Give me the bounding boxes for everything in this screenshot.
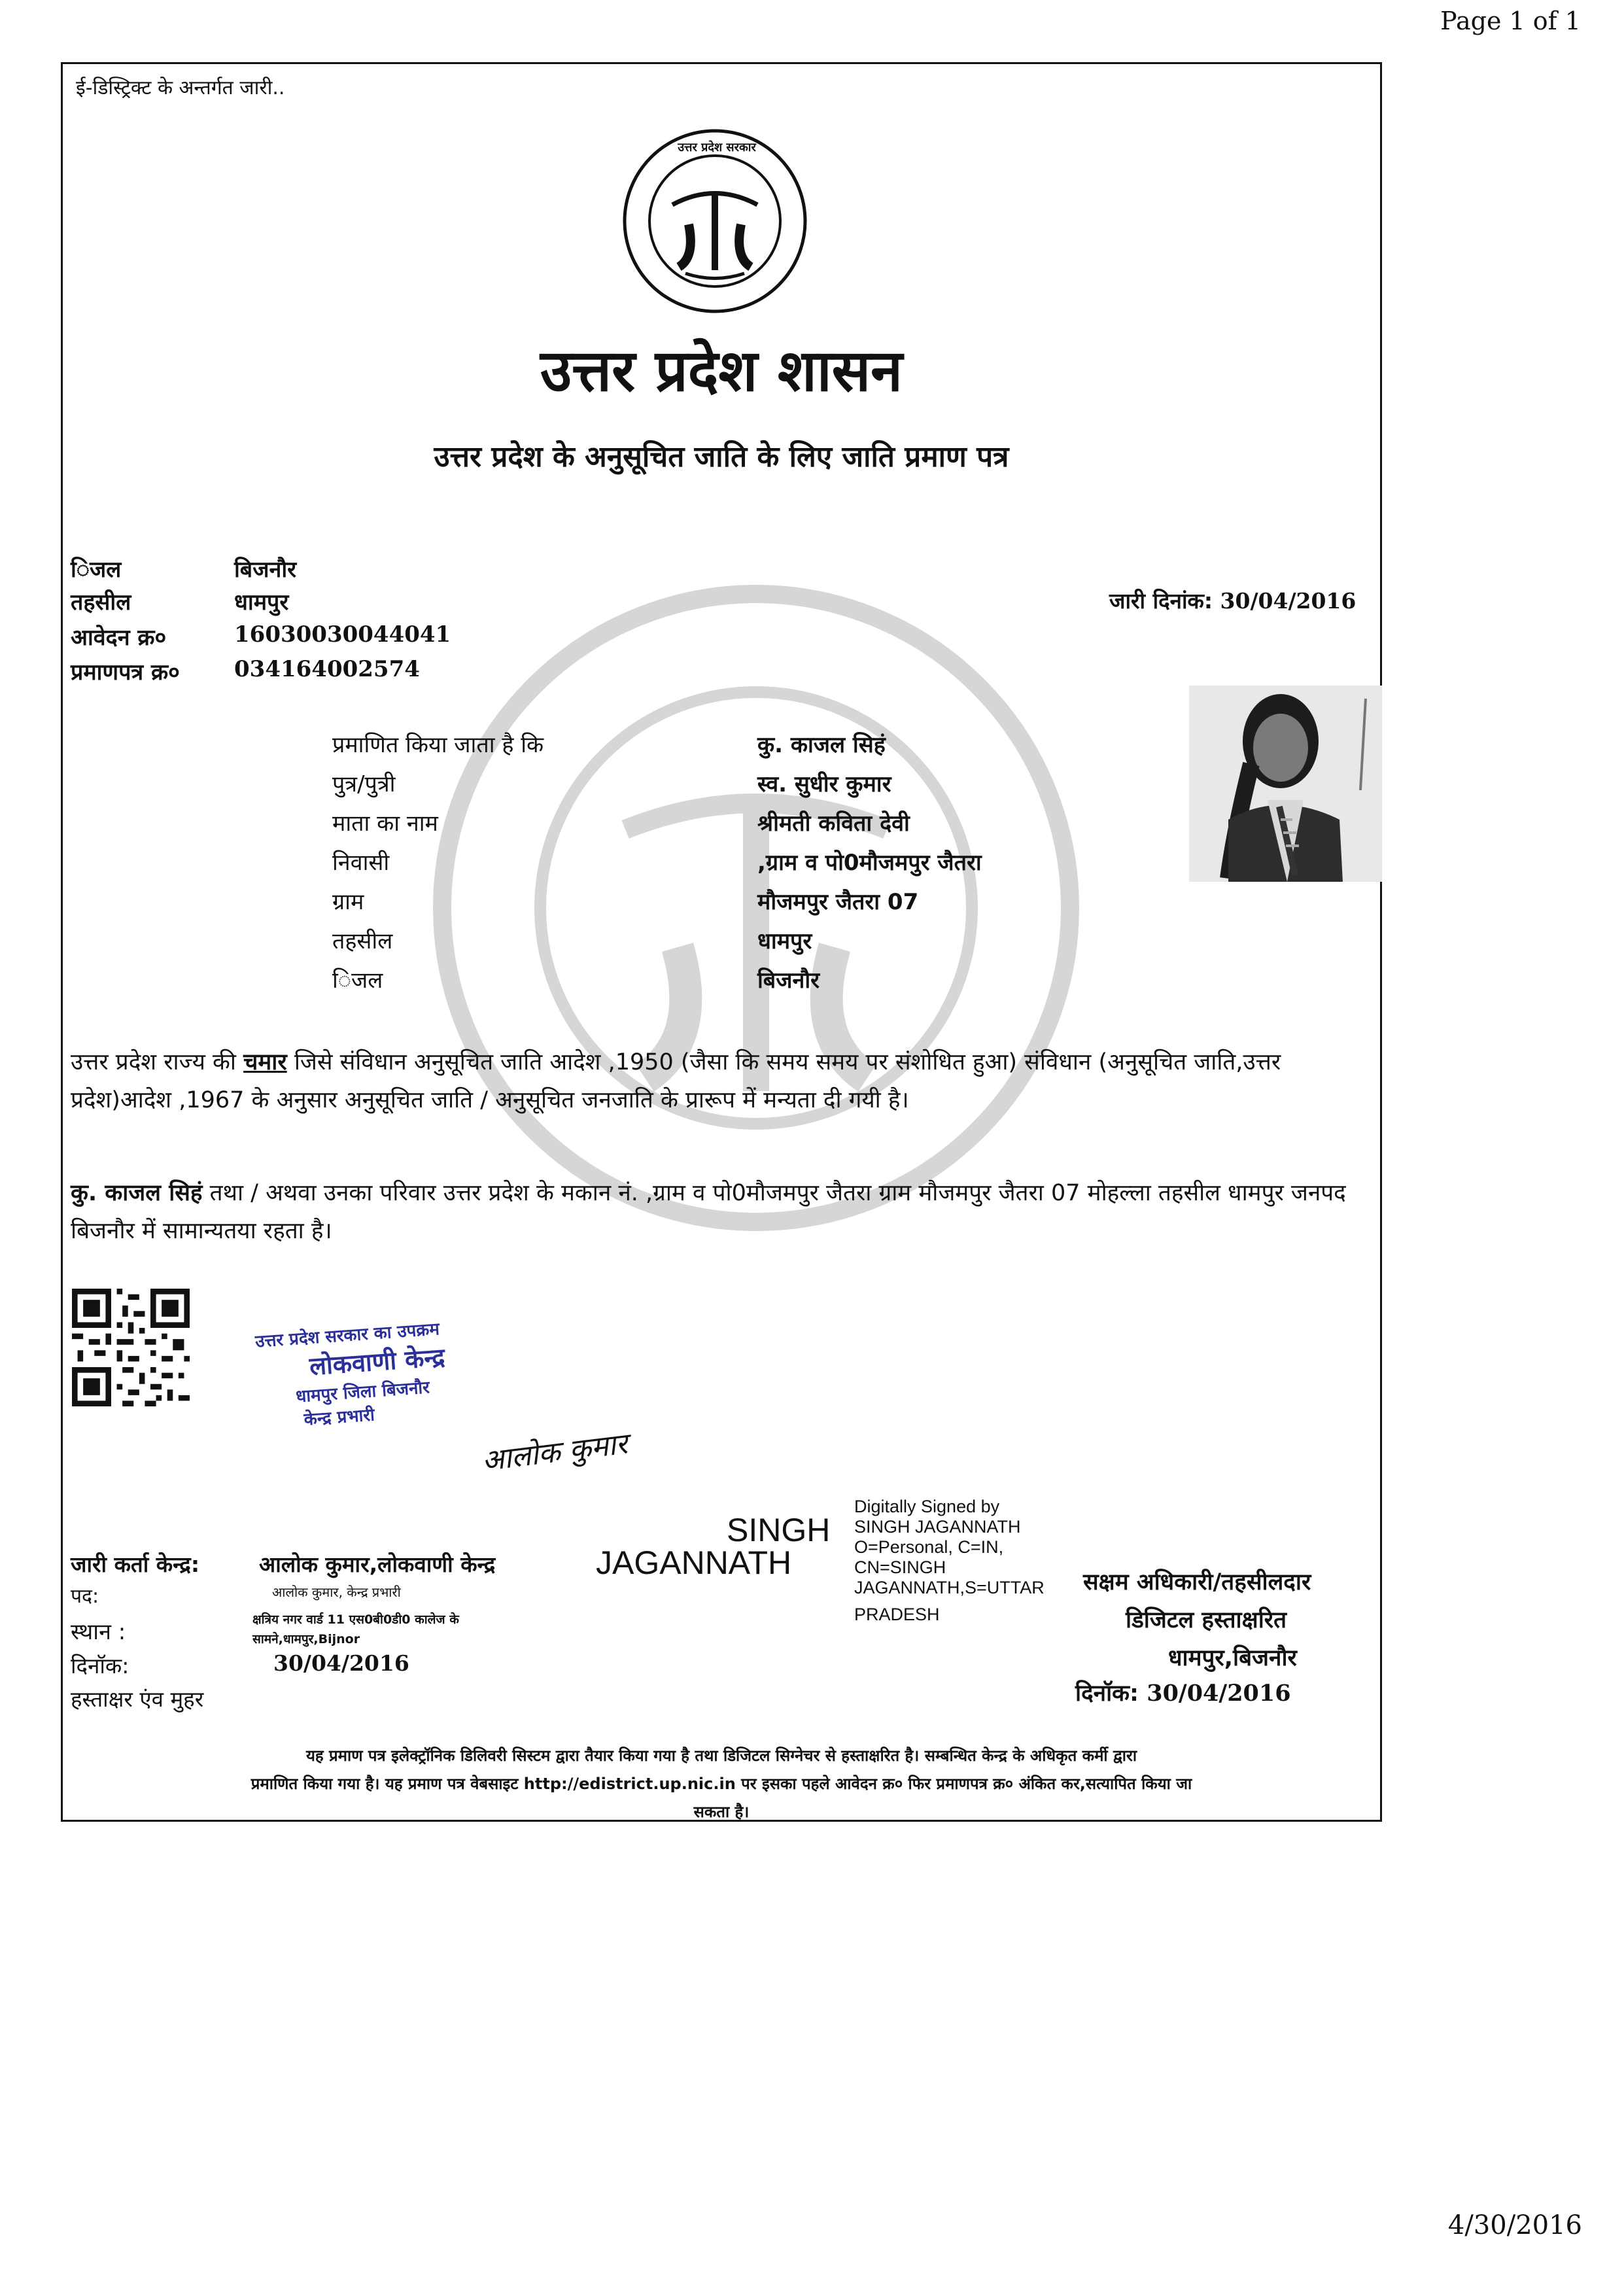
stamp-line-1: उत्तर प्रदेश सरकार का उपक्रम bbox=[254, 1319, 440, 1352]
footer-line-2: प्रमाणित किया गया है। यह प्रमाण पत्र वेबसाइट http://edistrict.up.nic.in पर इसका पहले आवेदन क्र० फिर प्रमाणपत्र क्र० अंकित कर,सत्यापित किया जा bbox=[251, 1775, 1192, 1793]
digital-signature-line-5: PRADESH bbox=[854, 1605, 940, 1624]
digital-signature-line-0: Digitally Signed by bbox=[854, 1497, 1000, 1516]
post-value: आलोक कुमार, केन्द्र प्रभारी bbox=[272, 1584, 401, 1600]
certificate-subtitle: उत्तर प्रदेश के अनुसूचित जाति के लिए जाति प्रमाण पत्र bbox=[434, 440, 1009, 474]
place-value-line-1: क्षत्रिय नगर वार्ड 11 एस0बी0डी0 कालेज के bbox=[252, 1612, 459, 1627]
details-label-5: तहसील bbox=[332, 928, 393, 954]
place-label: स्थान : bbox=[71, 1619, 126, 1645]
village-value: मौजमपुर जैतरा 07 bbox=[757, 889, 919, 915]
qr-code bbox=[72, 1289, 190, 1406]
authority-date-label: दिनॉक: bbox=[1075, 1680, 1139, 1707]
caste-paragraph-body: जिसे संविधान अनुसूचित जाति आदेश ,1950 (जैसा कि समय समय पर संशोधित हुआ) संविधान (अनुसूचित जाति,उत्तर प्रदेश)आदेश ,1967 के अनुसार अनुसूचित जाति / अनुसूचित जनजाति के प्रारूप में मन्यता दी गयी है। bbox=[71, 1049, 1281, 1113]
emblem-text: उत्तर प्रदेश सरकार bbox=[678, 141, 756, 154]
district-label: िजल bbox=[71, 557, 122, 583]
handwritten-signature: आलोक कुमार bbox=[480, 1427, 630, 1478]
issuer-date-value: 30/04/2016 bbox=[273, 1650, 409, 1676]
details-label-2: माता का नाम bbox=[332, 810, 438, 837]
residence-paragraph-body: तथा / अथवा उनका परिवार उत्तर प्रदेश के मकान नं. ,ग्राम व पो0मौजमपुर जैतरा ग्राम मौजमपुर जैतरा 07 मोहल्ला तहसील धामपुर जनपद बिजनौर में सामान्यतया रहता है। bbox=[71, 1180, 1346, 1244]
applicant-name-value: कु. काजल सिहं bbox=[757, 732, 886, 758]
digital-signature-line-1: SINGH JAGANNATH bbox=[854, 1517, 1021, 1537]
details-label-1: पुत्र/पुत्री bbox=[332, 771, 396, 797]
issue-date-value: 30/04/2016 bbox=[1220, 588, 1356, 614]
page-title: उत्तर प्रदेश शासन bbox=[540, 337, 903, 404]
stamp-line-3: धामपुर जिला बिजनौर bbox=[295, 1378, 430, 1407]
certificate-no-label: प्रमाणपत्र क्र० bbox=[71, 659, 180, 686]
authority-designation: सक्षम अधिकारी/तहसीलदार bbox=[1083, 1569, 1311, 1595]
residence-paragraph bbox=[71, 1174, 1372, 1250]
top-note: ई-डिस्ट्रिक्ट के अन्तर्गत जारी.. bbox=[76, 77, 285, 99]
place-value-line-2: सामने,धामपुर,Bijnor bbox=[252, 1632, 360, 1646]
stamp-line-4: केन्द्र प्रभारी bbox=[303, 1405, 375, 1430]
applicant-photo bbox=[1189, 686, 1382, 882]
page-number-label: Page 1 of 1 bbox=[1440, 7, 1581, 35]
residence-paragraph-name: कु. काजल सिहं bbox=[71, 1180, 203, 1206]
emblem-watermark bbox=[429, 581, 1083, 1235]
issue-date-label: जारी दिनांक: bbox=[1109, 588, 1213, 614]
digital-signer-name-2: JAGANNATH bbox=[596, 1544, 792, 1581]
authority-location: धामपुर,बिजनौर bbox=[1168, 1645, 1297, 1671]
caste-paragraph-intro: उत्तर प्रदेश राज्य की bbox=[71, 1049, 244, 1075]
authority-date bbox=[1075, 1677, 1291, 1708]
digital-signer-name-1: SINGH bbox=[727, 1512, 831, 1548]
details-label-4: ग्राम bbox=[332, 889, 364, 915]
mother-name-value: श्रीमती कविता देवी bbox=[757, 810, 910, 837]
parent-name-value: स्व. सुधीर कुमार bbox=[757, 771, 891, 797]
certificate-frame bbox=[61, 62, 1382, 1822]
person-photo-icon bbox=[1189, 686, 1382, 882]
print-date: 4/30/2016 bbox=[1447, 2210, 1582, 2240]
caste-name: चमार bbox=[243, 1049, 287, 1075]
certificate-no-value: 034164002574 bbox=[234, 656, 420, 682]
authority-digital-signed: डिजिटल हस्ताक्षरित bbox=[1126, 1607, 1287, 1633]
footer-line-1: यह प्रमाण पत्र इलेक्ट्रॉनिक डिलिवरी सिस्टम द्वारा तैयार किया गया है तथा डिजिटल सिग्नेचर से हस्ताक्षरित है। सम्बन्धित केन्द्र के अधिकृत कर्मी द्वारा bbox=[305, 1747, 1137, 1765]
district-value: बिजनौर bbox=[234, 557, 297, 583]
details-label-3: निवासी bbox=[332, 850, 390, 876]
details-district-value: बिजनौर bbox=[757, 967, 820, 994]
issuing-center-label: जारी कर्ता केन्द्र: bbox=[71, 1552, 200, 1577]
caste-paragraph bbox=[71, 1043, 1372, 1119]
tehsil-value: धामपुर bbox=[234, 589, 289, 616]
residence-value: ,ग्राम व पो0मौजमपुर जैतरा bbox=[757, 850, 982, 876]
digital-signature-details bbox=[854, 1497, 1045, 1625]
lokvani-stamp bbox=[243, 1316, 449, 1435]
signature-seal-label: हस्ताक्षर एंव मुहर bbox=[71, 1686, 204, 1712]
tehsil-label: तहसील bbox=[71, 589, 131, 616]
footer-note bbox=[63, 1742, 1380, 1826]
issuer-date-label: दिनॉक: bbox=[71, 1653, 130, 1679]
details-label-0: प्रमाणित किया जाता है कि bbox=[332, 732, 544, 758]
digital-signature-line-3: CN=SINGH bbox=[854, 1557, 946, 1577]
details-label-6: िजल bbox=[332, 967, 383, 994]
details-tehsil-value: धामपुर bbox=[757, 928, 812, 954]
issue-date bbox=[1109, 585, 1356, 615]
authority-date-value: 30/04/2016 bbox=[1147, 1680, 1291, 1707]
stamp-line-2: लोकवाणी केन्द्र bbox=[308, 1342, 446, 1381]
application-no-value: 16030030044041 bbox=[234, 621, 451, 648]
post-label: पद: bbox=[71, 1585, 99, 1608]
issuing-center-value: आलोक कुमार,लोकवाणी केन्द्र bbox=[259, 1552, 496, 1577]
digital-signature-line-4: JAGANNATH,S=UTTAR bbox=[854, 1578, 1045, 1597]
footer-line-3: सकता है। bbox=[693, 1803, 750, 1821]
application-no-label: आवेदन क्र० bbox=[71, 625, 167, 651]
digital-signature-line-2: O=Personal, C=IN, bbox=[854, 1537, 1004, 1557]
